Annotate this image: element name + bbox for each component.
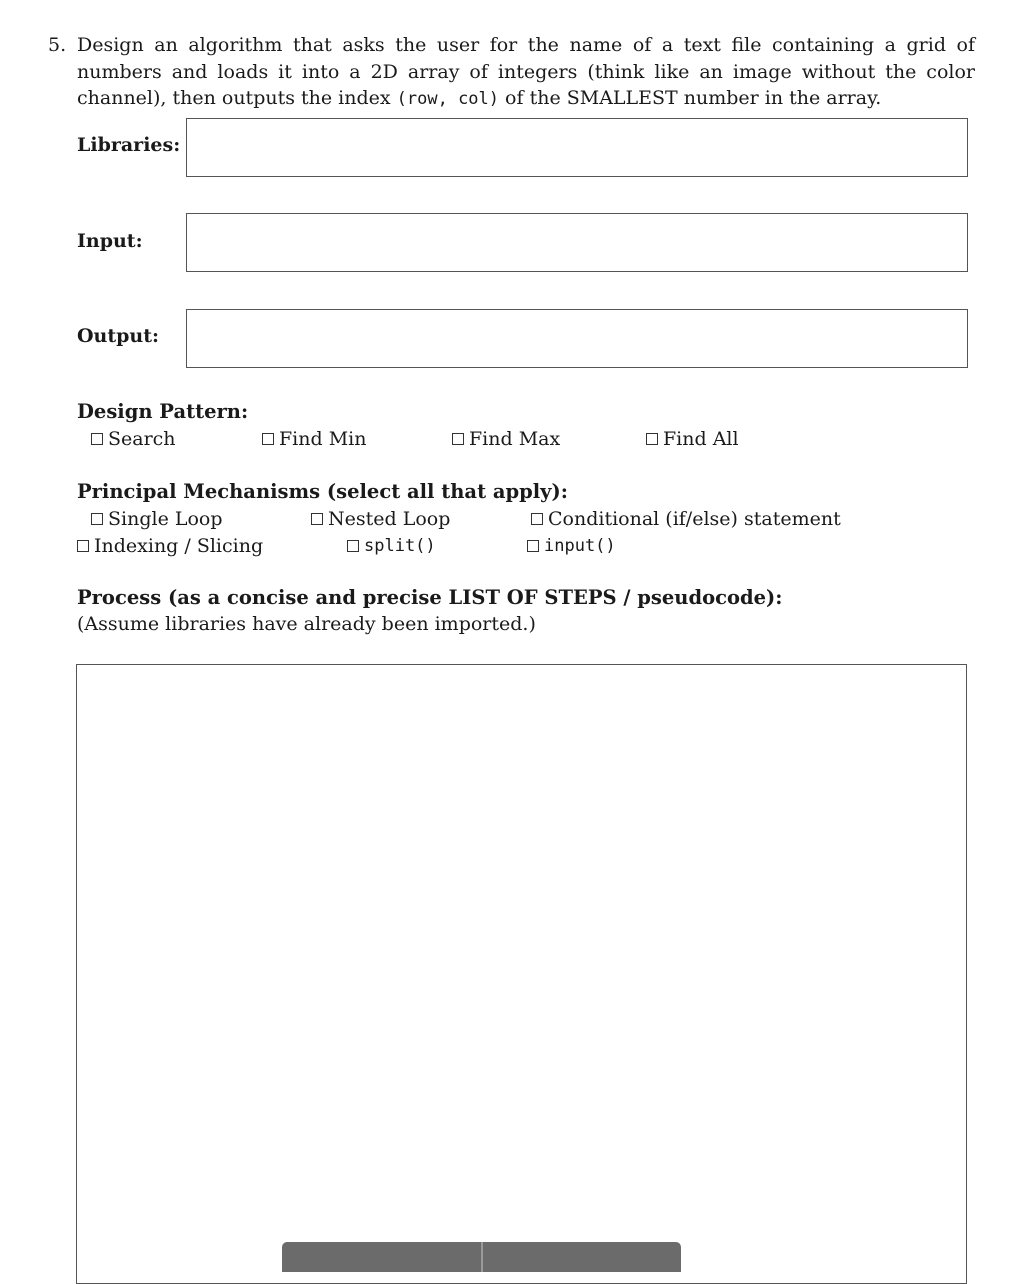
checkbox-icon[interactable]: [262, 433, 274, 445]
checkbox-search[interactable]: [91, 427, 176, 451]
process-heading: Process (as a concise and precise LIST OF STEPS / pseudocode):: [77, 586, 783, 609]
output-field[interactable]: [186, 309, 968, 368]
output-label: Output:: [77, 325, 160, 347]
checkbox-find-max[interactable]: [452, 427, 560, 451]
toolbar-right-button[interactable]: [483, 1242, 682, 1272]
checkbox-label: Find All: [663, 428, 739, 450]
bottom-toolbar[interactable]: [282, 1242, 681, 1272]
question-code: (row, col): [396, 89, 500, 109]
checkbox-single-loop[interactable]: [91, 507, 223, 531]
design-pattern-heading: Design Pattern:: [77, 400, 249, 423]
checkbox-icon[interactable]: [527, 540, 539, 552]
checkbox-indexing-slicing[interactable]: [77, 534, 263, 558]
checkbox-icon[interactable]: [646, 433, 658, 445]
libraries-label: Libraries:: [77, 134, 181, 156]
checkbox-icon[interactable]: [452, 433, 464, 445]
checkbox-icon[interactable]: [77, 540, 89, 552]
checkbox-label: Single Loop: [108, 508, 223, 530]
checkbox-label: Nested Loop: [328, 508, 451, 530]
checkbox-icon[interactable]: [531, 513, 543, 525]
checkbox-label: Indexing / Slicing: [94, 535, 264, 557]
checkbox-label: Conditional (if/else) statement: [548, 508, 841, 530]
question-number: 5.: [48, 34, 67, 56]
checkbox-label: Search: [108, 428, 176, 450]
checkbox-find-min[interactable]: [262, 427, 366, 451]
question-text: [77, 32, 975, 113]
question-text-part2: of the SMALLEST number in the array.: [499, 87, 882, 109]
checkbox-label: input(): [544, 536, 616, 556]
checkbox-label: split(): [364, 536, 436, 556]
input-label: Input:: [77, 230, 143, 252]
libraries-field[interactable]: [186, 118, 968, 177]
checkbox-split[interactable]: [347, 534, 436, 558]
checkbox-label: Find Max: [469, 428, 561, 450]
checkbox-icon[interactable]: [311, 513, 323, 525]
process-note: (Assume libraries have already been imported.): [77, 613, 536, 635]
toolbar-left-button[interactable]: [282, 1242, 481, 1272]
input-field[interactable]: [186, 213, 968, 272]
question-text-part1: Design an algorithm that asks the user for the name of a text file containing a grid of numbers and loads it into a 2D array of integers (think like an image without the color channel), then outputs the index: [77, 34, 975, 109]
checkbox-conditional[interactable]: [531, 507, 841, 531]
mechanisms-heading: Principal Mechanisms (select all that apply):: [77, 480, 568, 503]
checkbox-icon[interactable]: [91, 433, 103, 445]
checkbox-icon[interactable]: [347, 540, 359, 552]
checkbox-nested-loop[interactable]: [311, 507, 450, 531]
checkbox-find-all[interactable]: [646, 427, 739, 451]
checkbox-icon[interactable]: [91, 513, 103, 525]
process-answer-box[interactable]: [76, 664, 967, 1284]
checkbox-label: Find Min: [279, 428, 367, 450]
checkbox-input[interactable]: [527, 534, 616, 558]
